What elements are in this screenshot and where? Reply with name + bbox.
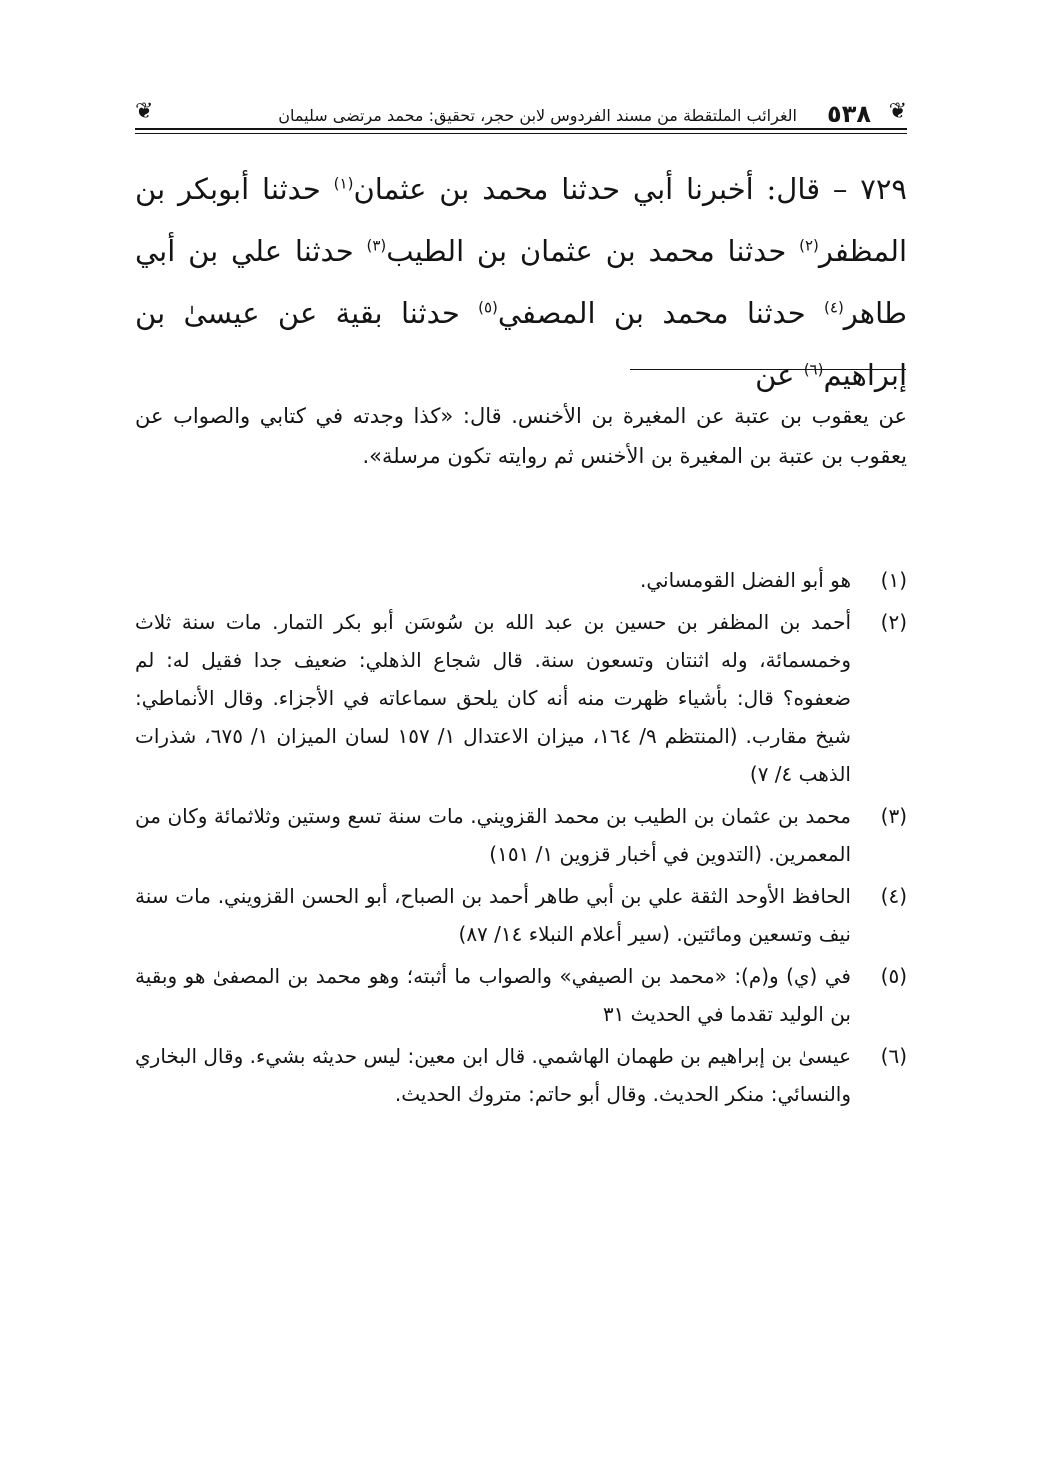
header-rule-thin — [135, 133, 907, 134]
footnote-text: في (ي) و(م): «محمد بن الصيفي» والصواب ما أثبته؛ وهو محمد بن المصفىٰ هو وبقية بن الوليد تقدما في الحديث ٣١ — [135, 964, 851, 1026]
footnote-text: أحمد بن المظفر بن حسين بن عبد الله بن سُوسَن أبو بكر التمار. مات سنة ثلاث وخمسمائة، وله اثنتان وتسعون سنة. قال شجاع الذهلي: ضعيف جدا فقيل له: لم ضعفوه؟ قال: بأشياء ظهرت منه أنه كان يلحق سماعاته في الأجزاء. وقال الأنماطي: شيخ مقارب. (المنتظم ٩/ ١٦٤، ميزان الاعتدال ١/ ١٥٧ لسان الميزان ١/ ٦٧٥، شذرات الذهب ٤/ ٧) — [135, 610, 851, 786]
footnote — [135, 877, 907, 953]
footnote-ref: (٢) — [799, 236, 819, 255]
footnote — [135, 957, 907, 1033]
hadith-segment: حدثنا أبوبكر بن المظفر — [135, 172, 908, 268]
footnote-ref: (١) — [333, 174, 354, 193]
page-number: ٥٣٨ — [827, 100, 871, 128]
footnote-number: (٥) — [880, 964, 907, 988]
footnote — [135, 603, 907, 793]
footnote-number: (٣) — [880, 804, 907, 828]
footnote-text: الحافظ الأوحد الثقة علي بن أبي طاهر أحمد بن الصباح، أبو الحسن القزويني. مات سنة نيف وتسعين ومائتين. (سير أعلام النبلاء ١٤/ ٨٧) — [135, 884, 851, 946]
continued-footnote — [135, 396, 907, 476]
header-rule — [135, 128, 907, 130]
footnote-text: هو أبو الفضل القومساني. — [639, 568, 851, 592]
footnote-number: (٦) — [880, 1044, 907, 1068]
footnote-ref: (٤) — [824, 298, 844, 317]
footnote — [135, 1037, 907, 1113]
footnotes — [135, 561, 907, 1117]
footnote-ref: (٥) — [478, 298, 498, 317]
footnote-ref: (٣) — [366, 236, 387, 255]
footnote-text: عيسىٰ بن إبراهيم بن طهمان الهاشمي. قال ابن معين: ليس حديثه بشيء. وقال البخاري والنسائي: منكر الحديث. وقال أبو حاتم: متروك الحديث. — [135, 1044, 851, 1106]
running-title: الغرائب الملتقطة من مسند الفردوس لابن حجر، تحقيق: محمد مرتضى سليمان — [278, 106, 797, 125]
hadith-segment: عن — [755, 358, 804, 392]
footnote — [135, 797, 907, 873]
footnote-number: (١) — [880, 568, 907, 592]
footnote-number: (٢) — [880, 610, 907, 634]
footnote-text: محمد بن عثمان بن الطيب بن محمد القزويني. مات سنة تسع وستين وثلاثمائة وكان من المعمرين. (التدوين في أخبار قزوين ١/ ١٥١) — [135, 804, 851, 866]
page-header — [135, 92, 907, 136]
hadith-segment: حدثنا علي بن أبي طاهر — [135, 234, 908, 330]
continued-footnote-text: عن يعقوب بن عتبة عن المغيرة بن الأخنس. قال: «كذا وجدته في كتابي والصواب عن يعقوب بن عتبة بن المغيرة بن الأخنس ثم روايته تكون مرسلة». — [135, 404, 907, 468]
footnote-ref: (٦) — [803, 360, 824, 379]
footnote-separator — [630, 369, 906, 370]
hadith-segment: حدثنا بقية عن عيسىٰ بن إبراهيم — [135, 296, 907, 392]
ornament-right-icon: ❦ — [888, 99, 907, 124]
hadith-segment: حدثنا محمد بن عثمان بن الطيب — [386, 234, 800, 268]
ornament-left-icon: ❦ — [135, 99, 154, 124]
footnote-number: (٤) — [880, 884, 907, 908]
footnote — [135, 561, 907, 599]
hadith-segment: حدثنا محمد بن المصفي — [497, 296, 825, 330]
hadith-segment: ٧٢٩ – قال: أخبرنا أبي حدثنا محمد بن عثمان — [353, 172, 907, 206]
